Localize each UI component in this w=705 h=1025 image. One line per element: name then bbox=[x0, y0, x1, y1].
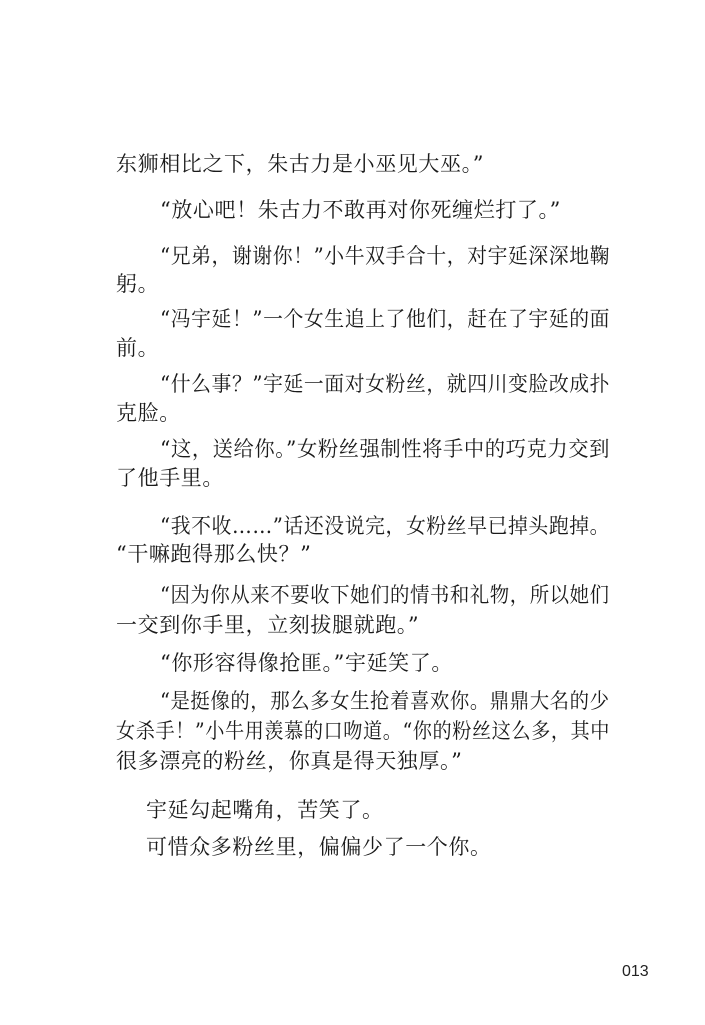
text-line: “这，送给你。”女粉丝强制性将手中的巧克力交到 bbox=[160, 437, 610, 461]
page-number: 013 bbox=[622, 963, 649, 980]
text-line: “兄弟，谢谢你！”小牛双手合十，对宇延深深地鞠 bbox=[160, 244, 611, 268]
text-line: 宇延勾起嘴角，苦笑了。 bbox=[146, 798, 384, 822]
text-line: 东狮相比之下，朱古力是小巫见大巫。” bbox=[116, 152, 485, 176]
text-line: “干嘛跑得那么快？” bbox=[116, 542, 312, 566]
text-line: “放心吧！朱古力不敢再对你死缠烂打了。” bbox=[160, 198, 561, 222]
text-line: 女杀手！”小牛用羡慕的口吻道。“你的粉丝这么多，其中 bbox=[116, 719, 611, 743]
text-line: “你形容得像抢匪。”宇延笑了。 bbox=[160, 651, 453, 675]
text-line: “是挺像的，那么多女生抢着喜欢你。鼎鼎大名的少 bbox=[160, 689, 610, 713]
text-line: 前。 bbox=[116, 336, 160, 360]
text-line: 了他手里。 bbox=[116, 466, 224, 490]
text-line: 克脸。 bbox=[116, 401, 181, 425]
text-line: 可惜众多粉丝里，偏偏少了一个你。 bbox=[146, 835, 492, 859]
text-line: 很多漂亮的粉丝，你真是得天独厚。” bbox=[116, 749, 463, 773]
text-line: “因为你从来不要收下她们的情书和礼物，所以她们 bbox=[160, 583, 610, 607]
text-line: “冯宇延！”一个女生追上了他们，赶在了宇延的面 bbox=[160, 307, 611, 331]
text-line: 躬。 bbox=[116, 272, 160, 296]
text-line: “什么事？”宇延一面对女粉丝，就四川变脸改成扑 bbox=[160, 372, 611, 396]
text-line: 一交到你手里，立刻拔腿就跑。” bbox=[116, 613, 420, 637]
text-line: “我不收……”话还没说完，女粉丝早已掉头跑掉。 bbox=[160, 514, 611, 538]
